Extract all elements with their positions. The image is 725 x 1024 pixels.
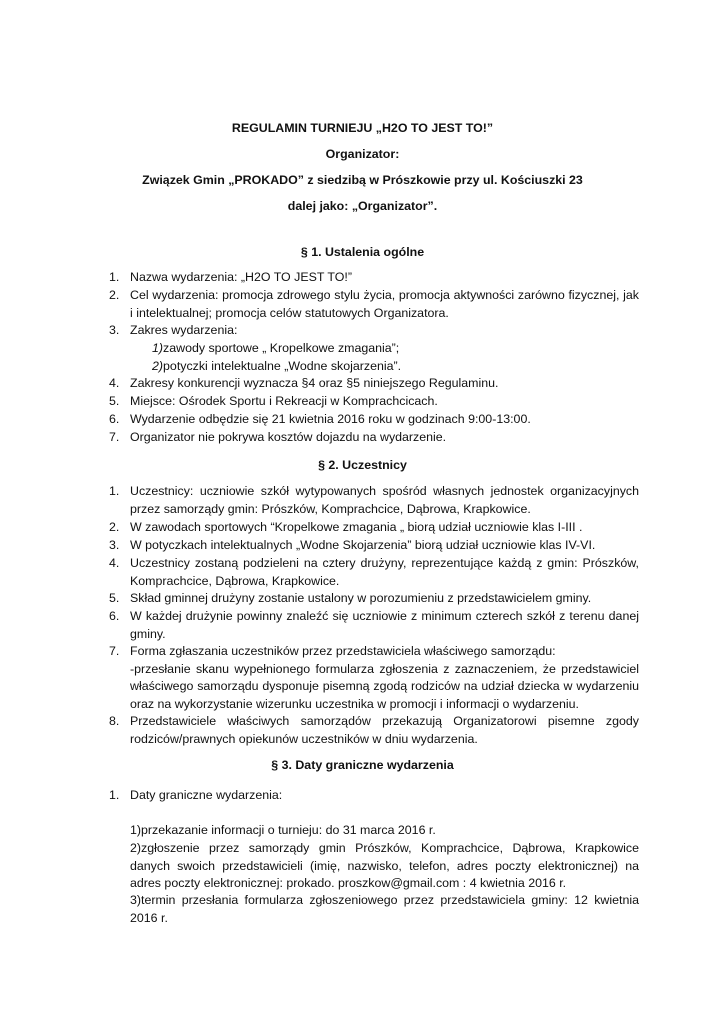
s1-list-item-1 (109, 269, 639, 287)
list-text: Przedstawiciele właściwych samorządów przekazują Organizatorowi pisemne zgody rodziców/prawnych opiekunów uczestników w dniu wydarzenia. (130, 714, 639, 746)
list-number: 5. (109, 394, 120, 408)
sub-text: zawody sportowe „ Kropelkowe zmagania”; (163, 341, 400, 355)
s2-list-item-1 (109, 483, 639, 518)
list-number: 1. (109, 484, 120, 498)
s3-paragraph-2: 2)zgłoszenie przez samorządy gmin Prószków, Komprachcice, Dąbrowa, Krapkowice danych swoich przedstawicieli (imię, nazwisko, telefon, adres poczty elektronicznej) na adres poczty elektronicznej: prokado. proszkow@gmail.com : 4 kwietnia 2016 r. (130, 841, 639, 890)
list-text: W zawodach sportowych “Kropelkowe zmagania „ biorą udział uczniowie klas I-III . (130, 520, 583, 534)
list-number: 6. (109, 609, 120, 623)
section-1-title: § 1. Ustalenia ogólne (300, 245, 425, 259)
list-text: Skład gminnej drużyny zostanie ustalony w porozumieniu z przedstawicielem gminy. (130, 591, 592, 605)
list-number: 4. (109, 556, 120, 570)
s1-list-item-6 (109, 411, 639, 429)
section-2-title: § 2. Uczestnicy (318, 458, 407, 472)
organizer-alias-line: dalej jako: „Organizator”. (287, 199, 438, 213)
list-text: Miejsce: Ośrodek Sportu i Rekreacji w Komprachcicach. (130, 394, 438, 408)
list-text: Nazwa wydarzenia: „H2O TO JEST TO!” (130, 270, 352, 284)
s1-subitem-2 (152, 358, 401, 375)
organizer-label: Organizator: (325, 147, 400, 161)
s1-list-item-7 (109, 429, 639, 447)
s1-list-item-3 (109, 322, 639, 340)
list-number: 3. (109, 538, 120, 552)
list-text: Organizator nie pokrywa kosztów dojazdu na wydarzenie. (130, 430, 447, 444)
list-number: 7. (109, 644, 120, 658)
s3-paragraph-3: 3)termin przesłania formularza zgłoszeniowego przez przedstawiciela gminy: 12 kwietnia 2016 r. (130, 893, 639, 925)
s2-list-item-7 (109, 643, 639, 713)
list-text: Cel wydarzenia: promocja zdrowego stylu życia, promocja aktywności zarówno fizycznej, jak i intelektualnej; promocja celów statutowych Organizatora. (130, 288, 639, 320)
list-number: 1. (109, 270, 120, 284)
list-number: 2. (109, 520, 120, 534)
list-text: Forma zgłaszania uczestników przez przedstawiciela właściwego samorządu: (130, 644, 556, 658)
list-number: 5. (109, 591, 120, 605)
sub-marker: 2) (152, 359, 164, 373)
s2-list-item-2 (109, 519, 639, 537)
list-number: 3. (109, 323, 120, 337)
sub-marker: 1) (152, 341, 164, 355)
list-text: Zakresy konkurencji wyznacza §4 oraz §5 niniejszego Regulaminu. (130, 376, 499, 390)
s1-list-item-4 (109, 375, 639, 393)
list-number: 2. (109, 288, 120, 302)
s2-list-item-4 (109, 555, 639, 590)
s1-list-item-2 (109, 287, 639, 322)
s2-list-item-3 (109, 537, 639, 555)
list-text: Daty graniczne wydarzenia: (130, 788, 283, 802)
s1-subitem-1 (152, 340, 399, 357)
list-number: 8. (109, 714, 120, 728)
list-text: Zakres wydarzenia: (130, 323, 238, 337)
s3-list-item-1 (109, 787, 639, 805)
organizer-line: Związek Gmin „PROKADO” z siedzibą w Prószkowie przy ul. Kościuszki 23 (142, 173, 583, 187)
s2-list-item-6 (109, 608, 639, 643)
list-number: 1. (109, 788, 120, 802)
sub-text: potyczki intelektualne „Wodne skojarzenia”. (163, 359, 402, 373)
list-text: Uczestnicy zostaną podzieleni na cztery drużyny, reprezentujące każdą z gmin: Prószków, Komprachcice, Dąbrowa, Krapkowice. (130, 556, 639, 588)
s2-list-item-8 (109, 713, 639, 748)
list-text: W każdej drużynie powinny znaleźć się uczniowie z minimum czterech szkół z terenu danej gminy. (130, 609, 639, 641)
document-title: REGULAMIN TURNIEJU „H2O TO JEST TO!” (231, 121, 494, 135)
s2-list-item-5 (109, 590, 639, 608)
list-text: Wydarzenie odbędzie się 21 kwietnia 2016 roku w godzinach 9:00-13:00. (130, 412, 531, 426)
list-text: W potyczkach intelektualnych „Wodne Skojarzenia” biorą udział uczniowie klas IV-VI. (130, 538, 596, 552)
list-number: 4. (109, 376, 120, 390)
s1-list-item-5 (109, 393, 639, 411)
list-number: 6. (109, 412, 120, 426)
list-text: Uczestnicy: uczniowie szkół wytypowanych spośród własnych jednostek organizacyjnych przez samorządy gmin: Prószków, Komprachcice, Dąbrowa, Krapkowice. (130, 484, 639, 516)
list-number: 7. (109, 430, 120, 444)
list-text-detail: -przesłanie skanu wypełnionego formularza zgłoszenia z zaznaczeniem, że przedstawiciel właściwego samorządu dysponuje pisemną zgodą rodziców na udział dziecka w wydarzeniu oraz na wykorzystanie wizerunku uczestnika w promocji i informacji o wydarzeniu. (130, 661, 639, 711)
s3-paragraph-1: 1)przekazanie informacji o turnieju: do 31 marca 2016 r. (130, 823, 436, 837)
section-3-title: § 3. Daty graniczne wydarzenia (271, 758, 454, 772)
